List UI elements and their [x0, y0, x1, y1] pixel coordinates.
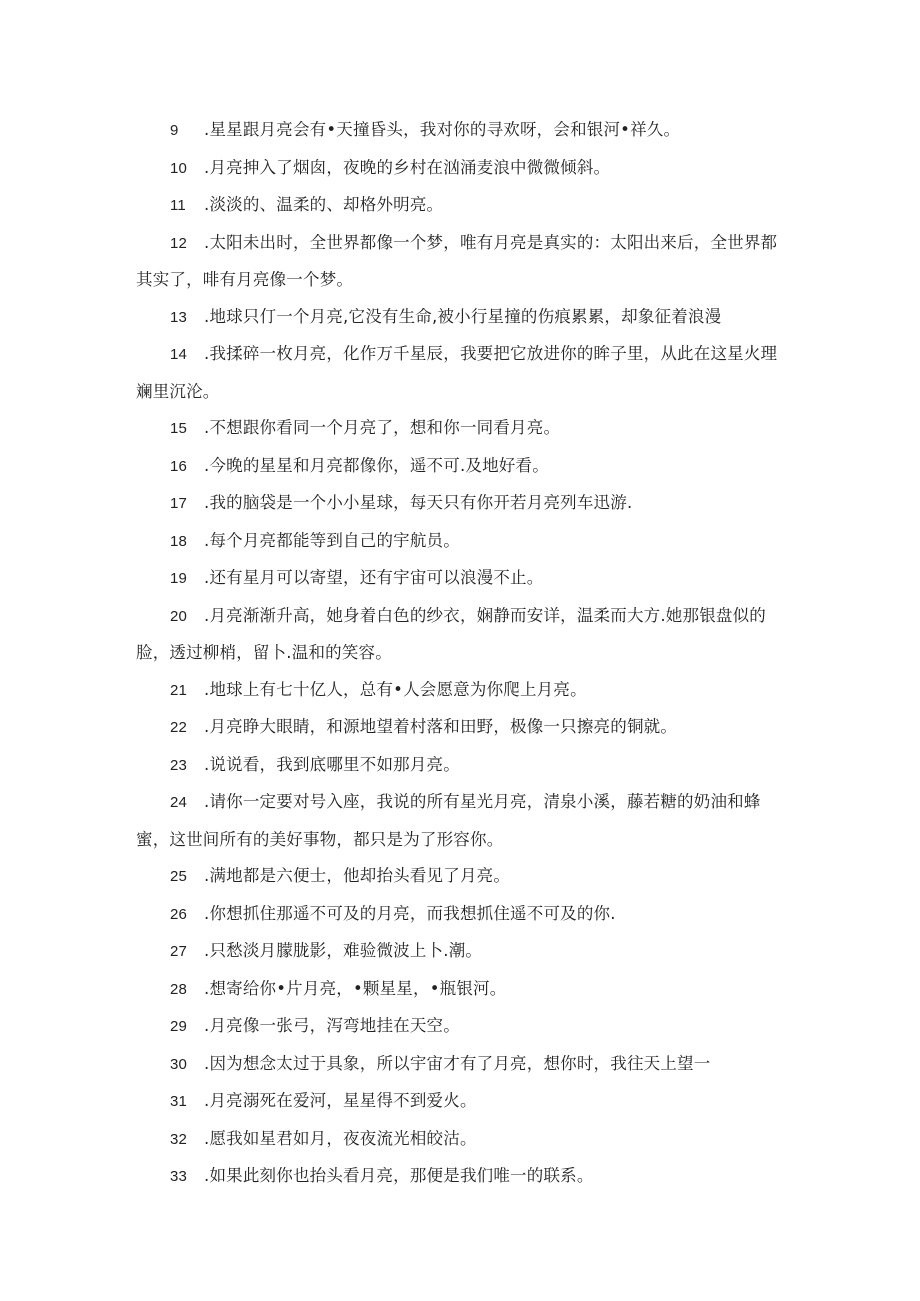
item-text: .月亮睁大眼睛，和源地望着村落和田野，极像一只擦亮的铜就。: [204, 717, 678, 736]
item-number: 18: [170, 532, 188, 550]
list-item: [136, 598, 786, 672]
item-text: .太阳未出时，全世界都像一个梦，唯有月亮是真实的：太阳出来后，全世界都其实了，啡有月亮像一个梦。: [136, 232, 778, 289]
list-item: [136, 858, 786, 896]
item-text: .淡淡的、温柔的、却格外明亮。: [204, 195, 444, 214]
item-number: 20: [170, 607, 188, 625]
item-number: 27: [170, 943, 188, 960]
item-text: .地球上有七十亿人，总有•人会愿意为你爬上月亮。: [204, 679, 587, 699]
item-number: 31: [170, 1093, 188, 1110]
list-item: [136, 896, 786, 934]
item-number: 29: [170, 1018, 188, 1035]
item-number: 33: [170, 1168, 188, 1185]
item-number: 17: [170, 495, 188, 512]
list-item: [136, 410, 786, 448]
item-text: .请你一定要对号入座，我说的所有星光月亮，清泉小溪，藤若糖的奶油和蜂蜜，这世间所有的美好事物，都只是为了形容你。: [136, 792, 761, 849]
list-item: [136, 709, 786, 747]
item-text: .不想跟你看同一个月亮了，想和你一同看月亮。: [204, 418, 561, 437]
item-number: 25: [170, 868, 188, 885]
item-text: .我的脑袋是一个小小星球，每天只有你开若月亮列车迅游.: [204, 493, 633, 512]
item-number: 19: [170, 570, 188, 587]
item-text: .今晚的星星和月亮都像你，遥不可.及地好看。: [204, 455, 549, 475]
item-text: .如果此刻你也抬头看月亮，那便是我们唯一的联系。: [204, 1166, 594, 1185]
list-item: [136, 1046, 786, 1084]
item-number: 12: [170, 234, 188, 252]
item-number: 24: [170, 794, 188, 811]
item-text: .还有星月可以寄望，还有宇宙可以浪漫不止。: [204, 568, 544, 587]
item-text: .每个月亮都能等到自己的宇航员。: [204, 530, 460, 550]
item-text: .星星跟月亮会有•天撞昏头，我对你的寻欢呀，会和银河•祥久。: [204, 120, 681, 139]
item-number: 14: [170, 346, 188, 363]
item-text: .月亮溺死在爱河，星星得不到爱火。: [204, 1091, 477, 1110]
list-item: [136, 336, 786, 410]
item-number: 16: [170, 457, 188, 475]
item-text: .只愁淡月朦胧影，难验微波上卜.潮。: [204, 941, 483, 960]
list-item: [136, 112, 786, 150]
list-item: [136, 187, 786, 225]
item-number: 28: [170, 980, 188, 998]
item-text: .想寄给你•片月亮，•颗星星，•瓶银河。: [204, 978, 507, 998]
list-item: [136, 1121, 786, 1159]
list-item: [136, 485, 786, 523]
item-number: 11: [170, 197, 186, 214]
item-text: .你想抓住那遥不可及的月亮，而我想抓住遥不可及的你.: [204, 903, 616, 923]
list-item: [136, 299, 786, 337]
list-item: [136, 1083, 786, 1121]
item-number: 32: [170, 1130, 188, 1148]
list-item: [136, 971, 786, 1009]
item-text: .月亮渐渐升高，她身着白色的纱衣，娴静而安详，温柔而大方.她那银盘似的脸，透过柳梢，留卜.温和的笑容。: [136, 605, 766, 662]
item-text: .月亮抻入了烟囱，夜晚的乡村在汹涌麦浪中微微倾斜。: [204, 157, 611, 177]
item-number: 10: [170, 159, 188, 177]
item-text: .我揉碎一枚月亮，化作万千星辰，我要把它放进你的眸子里，从此在这星火理斓里沉沦。: [136, 344, 778, 401]
list-item: [136, 1158, 786, 1196]
item-text: .月亮像一张弓，泻弯地挂在天空。: [204, 1016, 460, 1035]
list-item: [136, 523, 786, 561]
item-text: .愿我如星君如月，夜夜流光相皎沽。: [204, 1128, 477, 1148]
list-item: [136, 933, 786, 971]
list-item: [136, 747, 786, 785]
item-number: 26: [170, 905, 188, 923]
item-number: 23: [170, 756, 188, 774]
item-number: 15: [170, 420, 188, 437]
item-text: .说说看，我到底哪里不如那月亮。: [204, 754, 460, 774]
item-text: .地球只仃一个月亮,它没有生命,被小行星撞的伤痕累累，却象征着浪漫: [204, 306, 722, 326]
item-number: 22: [170, 719, 188, 736]
item-number: 13: [170, 308, 188, 326]
list-item: [136, 784, 786, 858]
list-item: [136, 672, 786, 710]
list-item: [136, 448, 786, 486]
item-number: 9: [170, 122, 179, 139]
list-item: [136, 560, 786, 598]
item-number: 30: [170, 1055, 188, 1073]
list-item: [136, 1008, 786, 1046]
item-text: .满地都是六便士，他却抬头看见了月亮。: [204, 866, 511, 885]
item-number: 21: [170, 681, 188, 699]
item-text: .因为想念太过于具象，所以宇宙才有了月亮，想你时，我往天上望一: [204, 1053, 711, 1073]
list-item: [136, 225, 786, 299]
numbered-list: [136, 112, 786, 1196]
list-item: [136, 150, 786, 188]
